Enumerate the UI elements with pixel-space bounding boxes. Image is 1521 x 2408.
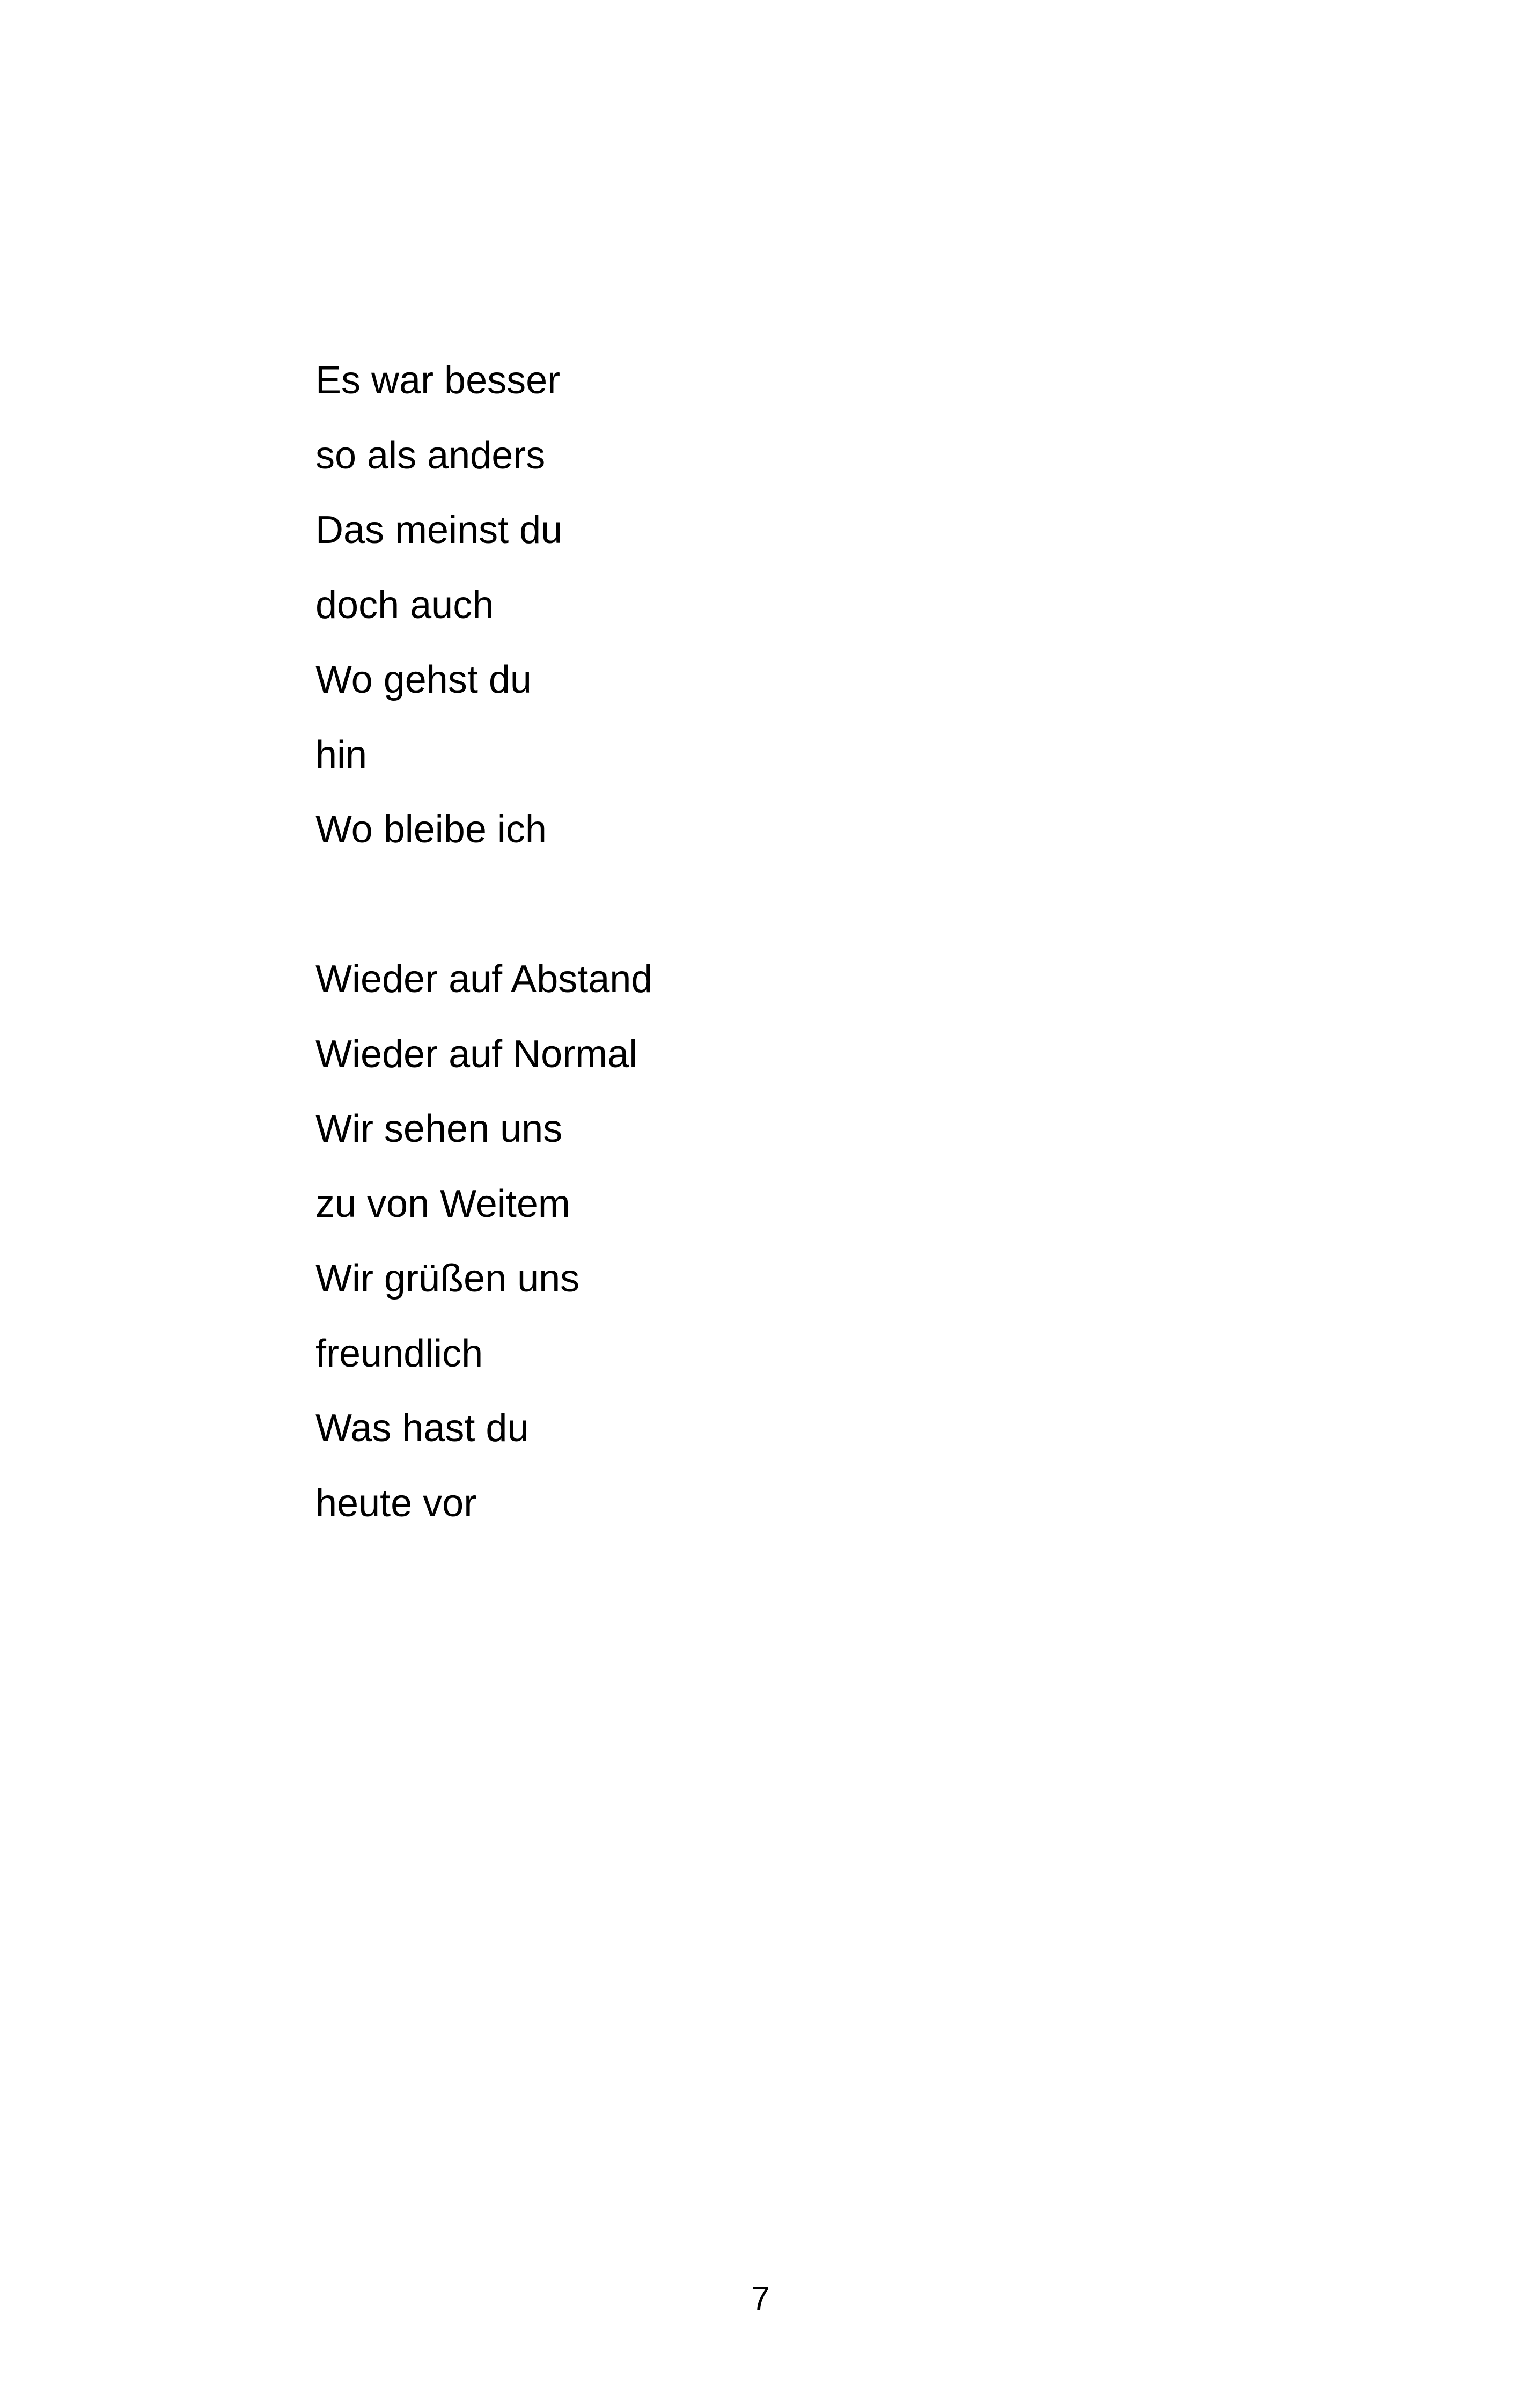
poem-line: Wo bleibe ich (315, 808, 547, 851)
poem-line: Wir grüßen uns (315, 1257, 580, 1300)
poem-line: so als anders (315, 434, 546, 477)
poem (315, 343, 1281, 1541)
poem-line: Es war besser (315, 359, 561, 402)
poem-line: Wieder auf Normal (315, 1032, 638, 1076)
poem-line: zu von Weitem (315, 1182, 570, 1225)
stanza-break (315, 868, 1281, 943)
poem-line: Wo gehst du (315, 658, 532, 701)
poem-line: Wieder auf Abstand (315, 958, 653, 1001)
stanza-1 (315, 343, 1281, 868)
page-number: 7 (751, 2280, 770, 2317)
poem-line: freundlich (315, 1332, 483, 1375)
poem-line: heute vor (315, 1481, 477, 1525)
poem-line: Wir sehen uns (315, 1107, 563, 1150)
poem-line: Was hast du (315, 1407, 529, 1450)
poem-line: doch auch (315, 583, 494, 627)
poem-line: hin (315, 733, 368, 776)
stanza-2 (315, 942, 1281, 1541)
poem-line: Das meinst du (315, 509, 563, 552)
